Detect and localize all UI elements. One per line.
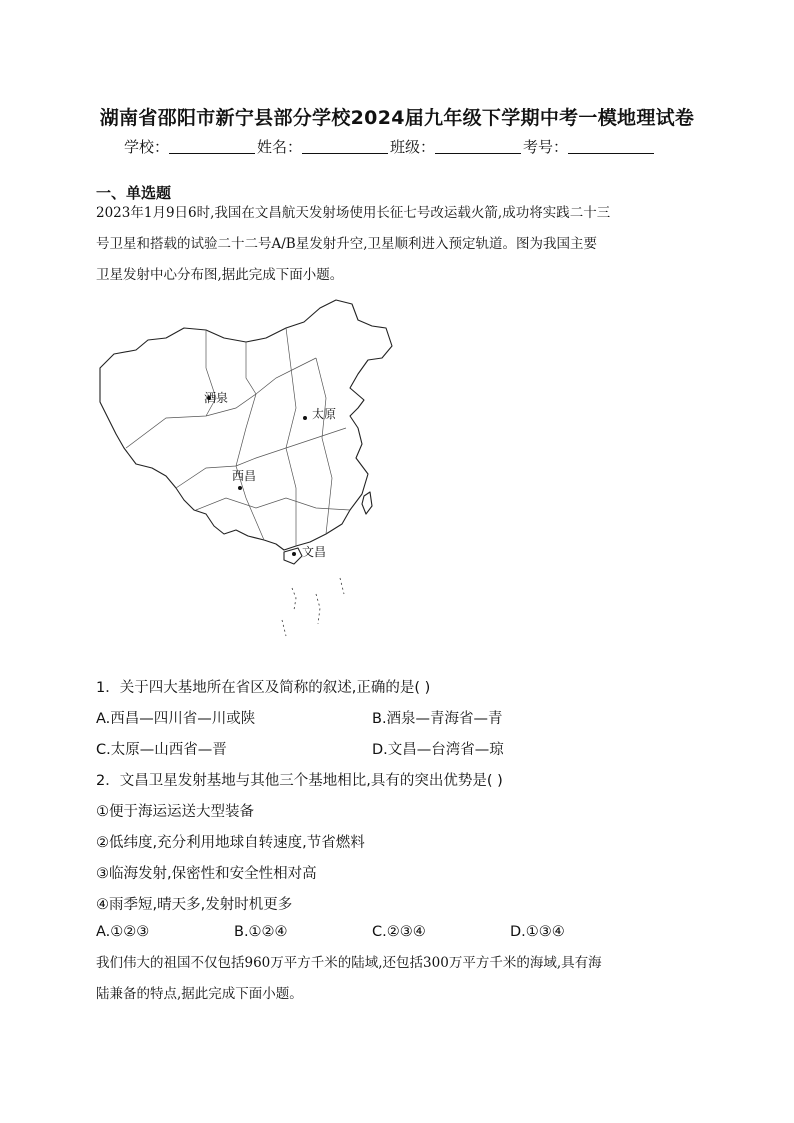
class-blank — [435, 139, 521, 154]
hainan-island — [284, 548, 302, 564]
map-label-taiyuan: 太原 — [312, 407, 337, 421]
wenchang-marker — [292, 552, 296, 556]
name-blank — [302, 139, 388, 154]
map-label-wenchang: 文昌 — [302, 545, 327, 559]
intro1-line: 号卫星和搭载的试验二十二号A/B星发射升空,卫星顺利进入预定轨道。图为我国主要 — [96, 236, 598, 252]
q1-option-c: C.太原—山西省—晋 — [96, 742, 227, 758]
province-border — [236, 342, 264, 540]
q2-statement-1: ①便于海运运送大型装备 — [96, 804, 254, 820]
q2-statement-3: ③临海发射,保密性和安全性相对高 — [96, 866, 317, 882]
q1-option-a: A.西昌—四川省—川或陕 — [96, 711, 256, 727]
map-label-jiuquan: 酒泉 — [204, 391, 229, 405]
exam-title: 湖南省邵阳市新宁县部分学校2024届九年级下学期中考一模地理试卷 — [99, 107, 695, 129]
q2-option-b: B.①②④ — [234, 924, 288, 940]
province-border — [196, 498, 350, 510]
name-label: 姓名： — [257, 138, 303, 156]
question-1-stem: 1．关于四大基地所在省区及简称的叙述,正确的是( ) — [96, 680, 431, 696]
q2-option-c: C.②③④ — [372, 924, 426, 940]
intro1-line: 2023年1月9日6时,我国在文昌航天发射场使用长征七号改运载火箭,成功将实践二十三 — [96, 205, 611, 221]
china-outline — [100, 300, 392, 550]
map-label-xichang: 西昌 — [232, 469, 257, 483]
province-border — [286, 328, 296, 546]
province-border — [316, 358, 332, 534]
question-2-stem: 2．文昌卫星发射基地与其他三个基地相比,具有的突出优势是( ) — [96, 773, 503, 789]
section-heading: 一、单选题 — [96, 184, 172, 202]
q2-option-d: D.①③④ — [510, 924, 565, 940]
intro-passage-2 — [96, 948, 704, 1010]
q2-option-a: A.①②③ — [96, 924, 150, 940]
school-label: 学校： — [124, 138, 170, 156]
q1-option-d: D.文昌—台湾省—琼 — [372, 742, 504, 758]
q2-statement-4: ④雨季短,晴天多,发射时机更多 — [96, 897, 293, 913]
intro2-line: 陆兼备的特点,据此完成下面小题。 — [96, 986, 303, 1002]
intro1-line: 卫星发射中心分布图,据此完成下面小题。 — [96, 267, 344, 283]
exam-number-blank — [568, 139, 654, 154]
class-label: 班级： — [390, 138, 436, 156]
province-border — [176, 428, 346, 488]
student-info-line — [124, 136, 656, 157]
intro2-line: 我们伟大的祖国不仅包括960万平方千米的陆域,还包括300万平方千米的海域,具有海 — [96, 955, 602, 971]
q1-option-b: B.酒泉—青海省—青 — [372, 711, 503, 727]
taiwan-island — [362, 492, 372, 514]
intro-passage-1 — [96, 198, 704, 291]
taiyuan-marker — [303, 416, 307, 420]
exam-number-label: 考号： — [523, 138, 569, 156]
south-sea-islands — [282, 578, 344, 636]
xichang-marker — [238, 486, 242, 490]
q2-statement-2: ②低纬度,充分利用地球自转速度,节省燃料 — [96, 835, 365, 851]
china-launch-sites-map — [96, 298, 396, 648]
school-blank — [169, 139, 255, 154]
